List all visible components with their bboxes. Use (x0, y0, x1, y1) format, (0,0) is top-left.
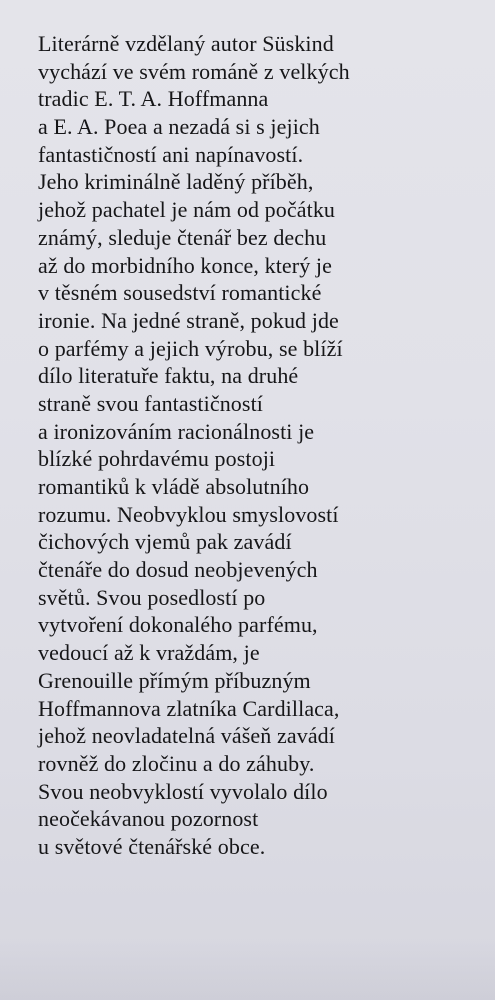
text-line: čtenáře do dosud neobjevených (38, 557, 318, 583)
text-line: vytvoření dokonalého parfému, (38, 612, 318, 638)
text-line: tradic E. T. A. Hoffmanna (38, 86, 269, 112)
text-line: jehož pachatel je nám od počátku (38, 197, 336, 223)
text-line: až do morbidního konce, který je (38, 252, 333, 278)
text-line: Hoffmannova zlatníka Cardillaca, (38, 695, 340, 721)
text-line: rovněž do zločinu a do záhuby. (38, 750, 315, 776)
text-line: známý, sleduje čtenář bez dechu (38, 224, 327, 250)
text-line: vedoucí až k vraždám, je (38, 640, 260, 666)
text-line: a ironizováním racionálnosti je (38, 418, 315, 444)
paper-shade (0, 940, 495, 1000)
text-line: straně svou fantastičností (38, 390, 263, 416)
text-line: dílo literatuře faktu, na druhé (38, 363, 299, 389)
text-line: čichových vjemů pak zavádí (38, 529, 292, 555)
text-line: u světové čtenářské obce. (38, 833, 266, 859)
text-line: světů. Svou posedlostí po (38, 584, 266, 610)
text-line: Jeho kriminálně laděný příběh, (38, 169, 314, 195)
text-line: neočekávanou pozornost (38, 806, 259, 832)
text-line: vychází ve svém románě z velkých (38, 58, 350, 84)
text-line: rozumu. Neobvyklou smyslovostí (38, 501, 339, 527)
text-line: Grenouille přímým příbuzným (38, 667, 311, 693)
text-line: blízké pohrdavému postoji (38, 446, 276, 472)
text-line: jehož neovladatelná vášeň zavádí (38, 723, 335, 749)
text-line: a E. A. Poea a nezadá si s jejich (38, 114, 320, 140)
text-line: romantiků k vládě absolutního (38, 474, 310, 499)
text-line: v těsném sousedství romantické (38, 280, 322, 306)
text-line: o parfémy a jejich výrobu, se blíží (38, 335, 343, 361)
text-line: fantastičností ani napínavostí. (38, 141, 304, 167)
text-line: Literárně vzdělaný autor Süskind (38, 31, 334, 56)
text-line: Svou neobvyklostí vyvolalo dílo (38, 778, 328, 804)
text-line: ironie. Na jedné straně, pokud jde (38, 307, 339, 333)
description-text (38, 30, 478, 861)
